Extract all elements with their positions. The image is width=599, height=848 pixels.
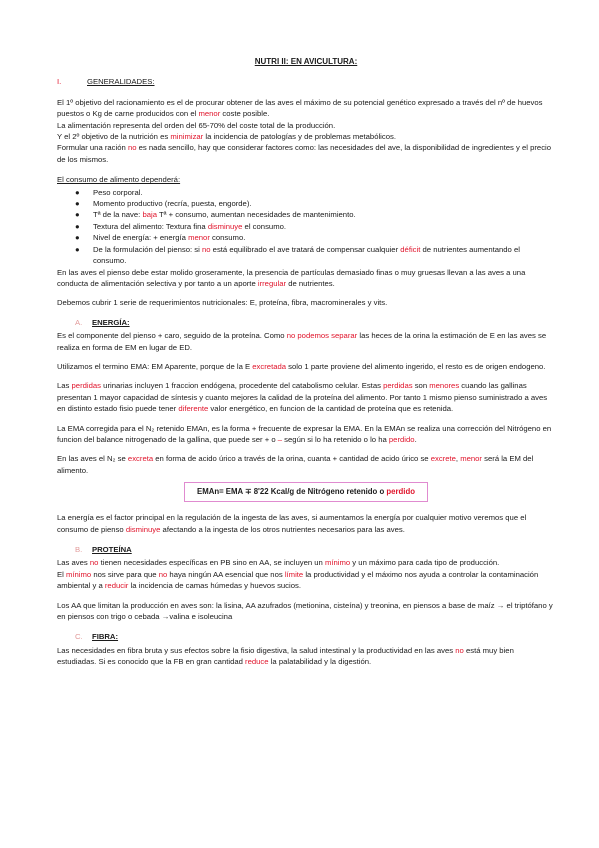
text-run: , <box>455 454 461 464</box>
text-run: Las necesidades en fibra bruta y sus efectos sobre la fisio digestiva, la salud intestinal y la productividad en las aves <box>57 645 456 655</box>
list-item-text <box>93 221 555 232</box>
energia-paragraph <box>57 330 555 353</box>
text-run: Debemos cubrir 1 serie de requerimientos nutricionales: E, proteína, fibra, macrominerales y vits. <box>57 298 388 308</box>
bullet-icon: ● <box>75 221 80 231</box>
intro-line <box>57 97 555 120</box>
text-run: De la formulación del pienso: si <box>93 244 202 254</box>
highlighted-text: no <box>455 645 464 655</box>
subsection-letter: A. <box>75 317 83 327</box>
list-item-text <box>93 232 555 243</box>
highlighted-text: no <box>89 558 99 568</box>
list-item <box>75 221 555 232</box>
text-run: de nutrientes. <box>286 278 335 288</box>
text-run: las heces de la orina la estimación de E en las aves se realiza en forma de EM en lugar de ED. <box>57 331 547 352</box>
text-run: la palatabilidad y la digestión. <box>268 657 372 667</box>
proteina-paragraph <box>57 569 555 592</box>
highlighted-text: menor <box>188 233 210 243</box>
highlighted-text: excretada <box>252 361 287 371</box>
highlighted-text: separar <box>331 331 358 341</box>
text-run: En las aves el pienso debe estar molido groseramente, la presencia de partículas demasiado finas o muy gruesas llevan a las aves a una conducta de alimentación selectiva y por tanto a un aporte <box>57 267 526 288</box>
text-run: Formular una ración <box>57 143 128 153</box>
text-run: Peso corporal. <box>93 187 143 197</box>
text-run: cuando las gallinas presentan 1 mayor capacidad de síntesis y cuanto mejores la calidad de la proteína del alimento. Por tanto 1 mismo pienso suministrado a aves en distinto estado fisio puede tener <box>57 381 548 414</box>
subsection-letter: C. <box>75 632 83 642</box>
highlighted-text: perdidas <box>383 381 413 391</box>
fibra-paragraph <box>57 645 555 668</box>
list-item <box>75 232 555 243</box>
text-run: la incidencia de camas húmedas y huevos sucios. <box>128 581 301 591</box>
subsection-heading-proteina <box>57 544 555 555</box>
text-run: y un máximo para cada tipo de producción. <box>350 558 500 568</box>
intro-line <box>57 120 555 131</box>
list-item <box>75 198 555 209</box>
highlighted-text: reduce <box>245 657 269 667</box>
text-run: EMAn= EMA ∓ 8'22 Kcal/g de Nitrógeno retenido o <box>197 487 387 497</box>
proteina-paragraph <box>57 557 555 568</box>
text-run: son <box>412 381 430 391</box>
subsection-label: PROTEÍNA <box>92 545 132 554</box>
molido-paragraph <box>57 267 555 290</box>
requerimientos-paragraph <box>57 297 555 308</box>
energia-paragraph <box>57 453 555 476</box>
highlighted-text: baja <box>142 210 157 220</box>
text-run: la incidencia de patologías y de problemas metabólicos. <box>203 132 396 142</box>
bullet-icon: ● <box>75 244 80 254</box>
text-run: el consumo. <box>242 221 287 231</box>
highlighted-text: disminuye <box>125 524 161 534</box>
bullet-icon: ● <box>75 187 80 197</box>
highlighted-text: no <box>201 244 211 254</box>
text-run: tienen necesidades específicas en PB sino en AA, se incluyen un <box>98 558 325 568</box>
text-run: solo 1 parte proviene del alimento ingerido, el resto es de origen endogeno. <box>286 361 546 371</box>
text-run: Los AA que limitan la producción en aves son: la lisina, AA azufrados (metionina, cisteína) y treonina, en piensos a base de maíz → el triptófano y en piensos con trigo o cebada →valina e isoleucina <box>57 600 553 622</box>
highlighted-text: diferente <box>178 404 209 414</box>
text-run: Textura del alimento: Textura fina <box>93 221 208 231</box>
section-label: GENERALIDADES: <box>87 77 155 87</box>
proteina-block <box>57 557 555 591</box>
text-run: es nada sencillo, hay que considerar factores como: las necesidades del ave, la disponibilidad de ingredientes y el precio de los mismos. <box>57 143 552 164</box>
highlighted-text: disminuye <box>207 221 243 231</box>
list-item <box>75 209 555 220</box>
text-run: La energía es el factor principal en la regulación de la ingesta de las aves, si aumentamos la energía por cualquier motivo veremos que el consumo de pienso <box>57 513 527 534</box>
highlighted-text: irregular <box>257 278 287 288</box>
subsection-heading-energia <box>57 317 555 328</box>
text-run: Nivel de energía: + energía <box>93 233 189 243</box>
document-body <box>57 56 555 676</box>
text-run: la productividad y el máximo nos ayuda a controlar la contaminación ambiental y a <box>57 569 539 591</box>
list-item-text <box>93 209 555 220</box>
text-run: está equilibrado el ave tratará de compensar cualquier <box>210 244 401 254</box>
text-run: . <box>414 434 417 444</box>
subsection-heading-fibra <box>57 631 555 642</box>
intro-line <box>57 131 555 142</box>
highlighted-text: perdidas <box>71 381 102 391</box>
energia-paragraph <box>57 380 555 414</box>
text-run: La alimentación representa del orden del 65-70% del coste total de la producción. <box>57 120 336 130</box>
text-run: según si lo ha retenido o lo ha <box>282 434 389 444</box>
bullet-icon: ● <box>75 210 80 220</box>
text-run: Tª + consumo, aumentan necesidades de mantenimiento. <box>156 210 356 220</box>
energia-closing-paragraph <box>57 512 555 535</box>
text-run: Las aves <box>57 558 90 568</box>
text-run: urinarias incluyen 1 fraccion endógena, procedente del catabolismo celular. Estas <box>101 381 384 391</box>
section-number: I. <box>57 77 62 87</box>
text-run: nos sirve para que <box>91 569 159 579</box>
highlighted-text: no podemos <box>286 331 330 341</box>
list-item-text <box>93 244 555 267</box>
highlighted-text: perdido <box>386 487 415 497</box>
text-run: está muy bien estudiadas. Si es conocido que la FB en gran cantidad <box>57 645 514 667</box>
text-run: Es el componente del pienso + caro, seguido de la proteína. Como <box>57 331 287 341</box>
bullet-icon: ● <box>75 199 80 209</box>
highlighted-text: no <box>158 569 168 579</box>
highlighted-text: mínimo <box>65 569 92 579</box>
list-item-text <box>93 198 555 209</box>
highlighted-text: excrete <box>430 454 456 464</box>
subsection-letter: B. <box>75 545 83 554</box>
highlighted-text: perdido <box>388 434 415 444</box>
text-run: La EMA corregida para el N₂ retenido EMAn, es la forma + frecuente de expresar la EMA. En la EMAn se realiza una corrección del Nitrógeno en funcion del balance nitrogenado de la gallina, que puede ser + o <box>57 423 552 444</box>
highlighted-text: minimizar <box>170 132 204 142</box>
section-heading-generalidades <box>57 76 555 87</box>
list-item <box>75 187 555 198</box>
highlighted-text: no <box>127 143 137 153</box>
document-title: NUTRI II: EN AVICULTURA: <box>254 57 358 66</box>
energia-paragraph <box>57 423 555 446</box>
text-run: Momento productivo (recría, puesta, engorde). <box>93 199 252 209</box>
text-run: haya ningún AA esencial que nos <box>167 569 285 579</box>
text-run: valor energético, en funcion de la cantidad de proteína que es retenida. <box>208 404 454 414</box>
intro-line <box>57 142 555 165</box>
highlighted-text: límite <box>284 569 304 579</box>
highlighted-text: – <box>277 434 283 444</box>
highlighted-text: menor <box>198 109 221 119</box>
highlighted-text: menor <box>460 454 482 464</box>
formula-wrapper <box>57 482 555 502</box>
text-run: Las <box>57 381 72 391</box>
list-item-text <box>93 187 555 198</box>
text-run: Tª de la nave: <box>93 210 143 220</box>
list-item <box>75 244 555 267</box>
text-run: afectando a la ingesta de los otros nutrientes necesarios para las aves. <box>160 524 405 534</box>
energia-paragraph <box>57 361 555 372</box>
highlighted-text: reducir <box>104 581 129 591</box>
consumo-heading: El consumo de alimento dependerá: <box>57 175 181 185</box>
text-run: Utilizamos el termino EMA: EM Aparente, porque de la E <box>57 361 253 371</box>
highlighted-text: menores <box>429 381 460 391</box>
text-run: en forma de acido úrico a través de la orina, cuanta + cantidad de acido úrico se <box>153 454 431 464</box>
intro-block <box>57 97 555 165</box>
subsection-label: ENERGÍA: <box>92 317 130 327</box>
highlighted-text: mínimo <box>324 558 351 568</box>
text-run: El 1º objetivo del racionamiento es el de procurar obtener de las aves el máximo de su potencial genético expresado a través del nº de huevos puestos o Kg de carne producidos con el <box>57 97 543 119</box>
emn-formula-box <box>184 482 428 502</box>
bullet-icon: ● <box>75 233 80 243</box>
text-run: coste posible. <box>220 109 270 119</box>
text-run: será la EM del alimento. <box>57 454 534 475</box>
highlighted-text: excreta <box>127 454 154 464</box>
text-run: En las aves el N₂ se <box>57 454 128 464</box>
text-run: consumo. <box>209 233 246 243</box>
text-run: Y el 2º objetivo de la nutrición es <box>57 132 171 142</box>
text-run: El <box>57 569 66 579</box>
consumo-list <box>57 187 555 267</box>
subsection-label: FIBRA: <box>92 632 119 642</box>
proteina-aa-paragraph <box>57 600 555 623</box>
highlighted-text: déficit <box>400 244 421 254</box>
text-run: de nutrientes aumentando el consumo. <box>93 244 520 266</box>
